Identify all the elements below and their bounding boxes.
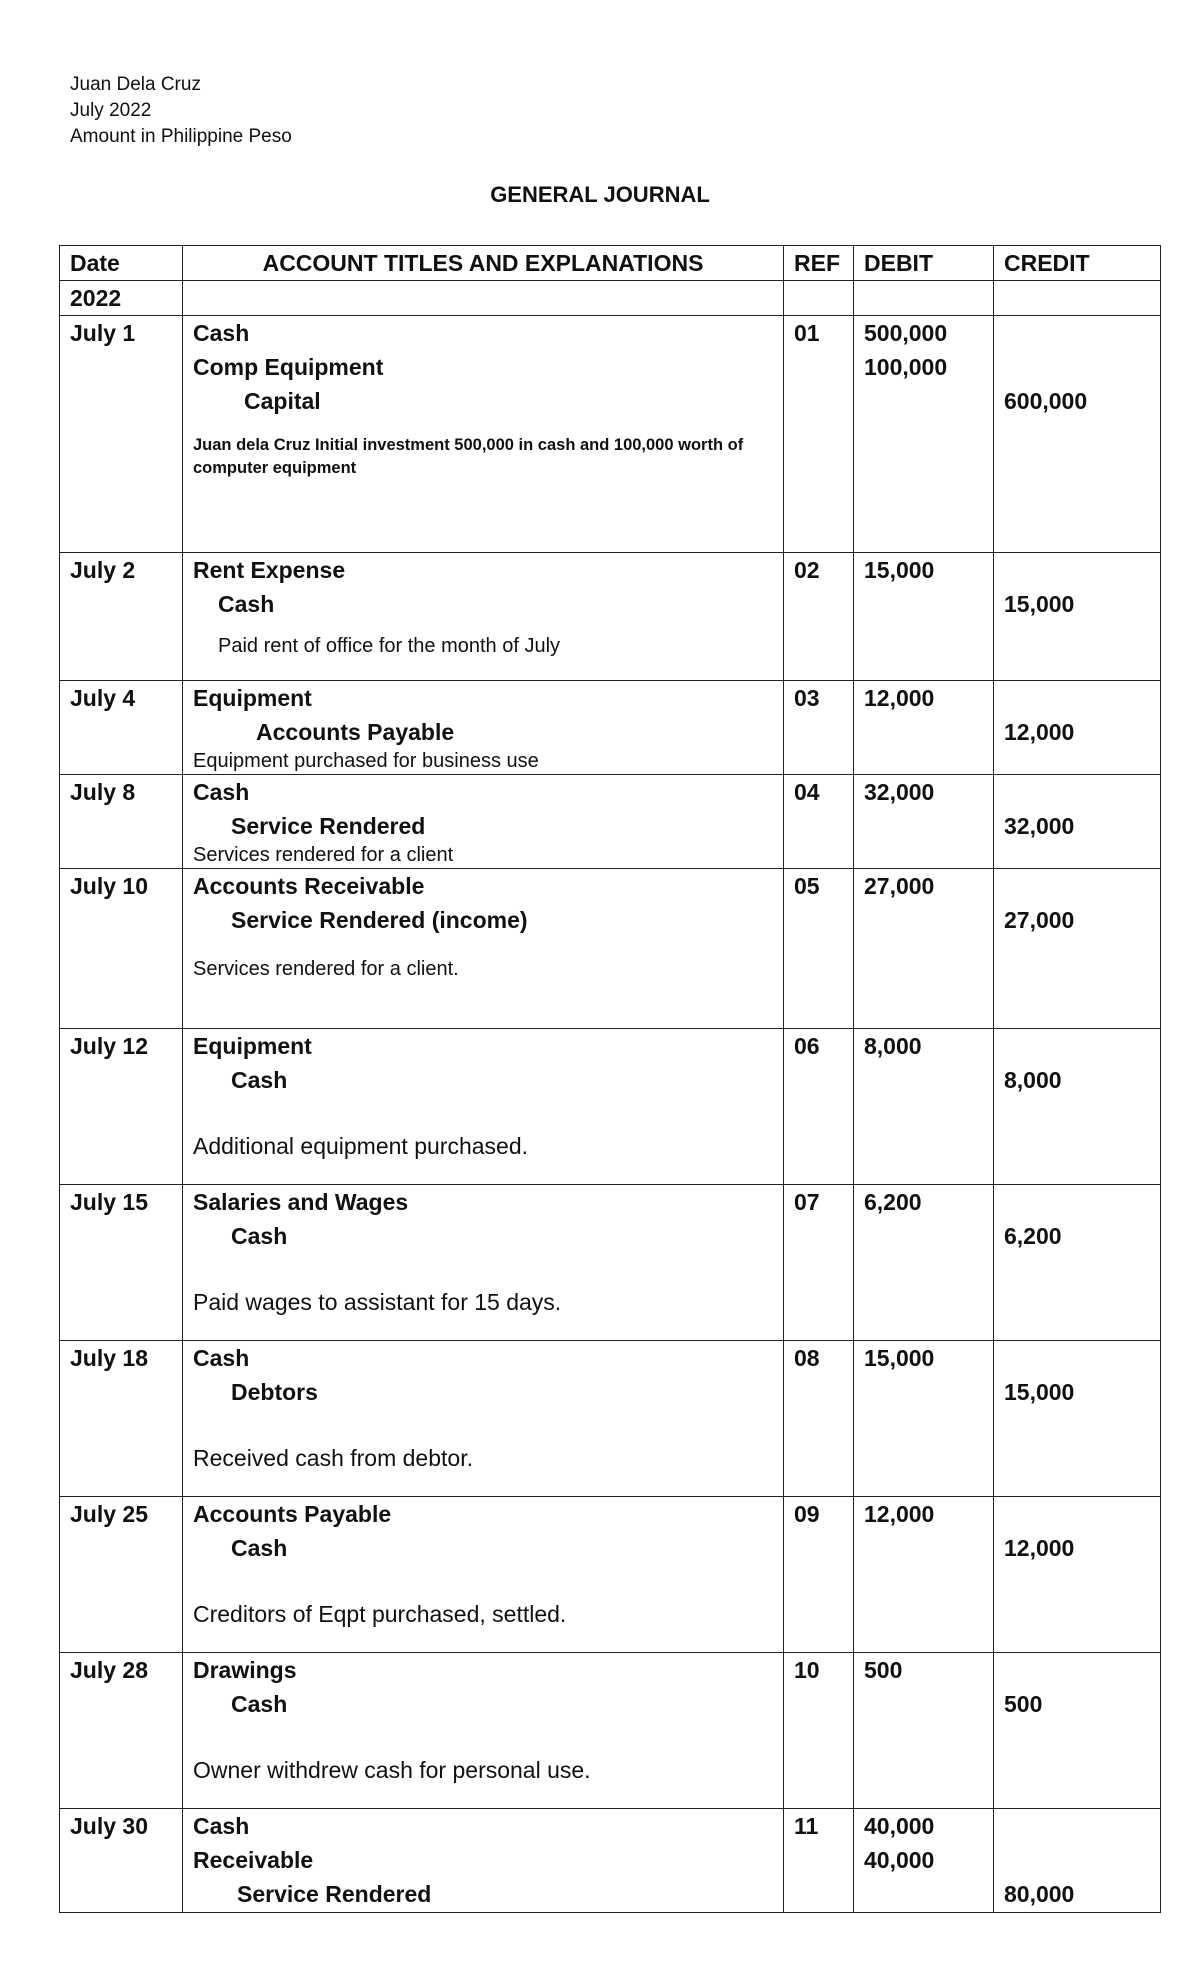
- credit-account: Debtors: [231, 1379, 318, 1405]
- entry-accounts: [183, 1185, 784, 1341]
- page-title: GENERAL JOURNAL: [490, 182, 710, 207]
- debit-amount: 40,000: [864, 1813, 935, 1839]
- debit-account: Rent Expense: [193, 557, 346, 583]
- entry-ref: 02: [784, 553, 854, 681]
- debit-account: Receivable: [193, 1847, 314, 1873]
- debit-amount: 100,000: [864, 354, 948, 380]
- entry-date: July 12: [60, 1029, 183, 1185]
- owner-name: Juan Dela Cruz: [70, 74, 201, 95]
- entry-debit: [854, 1341, 994, 1497]
- entry-accounts: [183, 1809, 784, 1913]
- entry-debit: [854, 1029, 994, 1185]
- entry-credit: [994, 1341, 1161, 1497]
- journal-entry: [60, 869, 1161, 1029]
- entry-credit: [994, 681, 1161, 775]
- entry-ref: 09: [784, 1497, 854, 1653]
- entry-credit: [994, 869, 1161, 1029]
- entry-accounts: [183, 316, 784, 553]
- entry-date: July 2: [60, 553, 183, 681]
- debit-account: Accounts Receivable: [193, 873, 425, 899]
- journal-entry: [60, 316, 1161, 553]
- debit-amount: 12,000: [864, 685, 935, 711]
- debit-account: Comp Equipment: [193, 354, 384, 380]
- col-date-header: Date: [60, 246, 183, 281]
- credit-amount: 80,000: [1004, 1881, 1075, 1907]
- debit-amount: 15,000: [864, 1345, 935, 1371]
- credit-amount: 6,200: [1004, 1223, 1062, 1249]
- entry-explanation: Juan dela Cruz Initial investment 500,000 in cash and 100,000 worth of computer equipment: [193, 436, 744, 477]
- entry-credit: [994, 316, 1161, 553]
- entry-credit: [994, 1029, 1161, 1185]
- entry-accounts: [183, 553, 784, 681]
- credit-account: Service Rendered: [231, 813, 426, 839]
- entry-debit: [854, 1809, 994, 1913]
- journal-entry: [60, 775, 1161, 869]
- entry-explanation: Services rendered for a client.: [193, 958, 459, 980]
- credit-amount: 32,000: [1004, 813, 1075, 839]
- entry-explanation: Equipment purchased for business use: [193, 750, 539, 772]
- debit-account: Drawings: [193, 1657, 297, 1683]
- entry-date: July 15: [60, 1185, 183, 1341]
- credit-account: Cash: [231, 1535, 288, 1561]
- entry-date: July 4: [60, 681, 183, 775]
- col-ref-header: REF: [784, 246, 854, 281]
- entry-explanation: Owner withdrew cash for personal use.: [193, 1757, 591, 1783]
- entry-date: July 28: [60, 1653, 183, 1809]
- debit-account: Cash: [193, 320, 250, 346]
- debit-amount: 15,000: [864, 557, 935, 583]
- credit-amount: 600,000: [1004, 388, 1088, 414]
- year-cell: 2022: [60, 281, 183, 316]
- entry-debit: [854, 1497, 994, 1653]
- entry-ref: 04: [784, 775, 854, 869]
- currency-note: Amount in Philippine Peso: [70, 126, 292, 147]
- debit-account: Cash: [193, 1813, 250, 1839]
- entry-debit: [854, 1185, 994, 1341]
- entry-date: July 1: [60, 316, 183, 553]
- entry-ref: 01: [784, 316, 854, 553]
- journal-entry: [60, 1029, 1161, 1185]
- credit-amount: 15,000: [1004, 591, 1075, 617]
- debit-amount: 12,000: [864, 1501, 935, 1527]
- credit-account: Cash: [218, 591, 275, 617]
- entry-accounts: [183, 869, 784, 1029]
- entry-ref: 07: [784, 1185, 854, 1341]
- col-credit-header: CREDIT: [994, 246, 1161, 281]
- entry-accounts: [183, 1341, 784, 1497]
- journal-entry: [60, 1497, 1161, 1653]
- credit-account: Service Rendered: [237, 1881, 432, 1907]
- debit-account: Cash: [193, 1345, 250, 1371]
- entry-ref: 11: [784, 1809, 854, 1913]
- debit-account: Equipment: [193, 1033, 312, 1059]
- col-account-header: ACCOUNT TITLES AND EXPLANATIONS: [183, 246, 784, 281]
- entry-accounts: [183, 1029, 784, 1185]
- entry-date: July 18: [60, 1341, 183, 1497]
- debit-amount: 8,000: [864, 1033, 922, 1059]
- debit-amount: 6,200: [864, 1189, 922, 1215]
- entry-debit: [854, 553, 994, 681]
- journal-table: [59, 245, 1161, 1913]
- debit-account: Accounts Payable: [193, 1501, 392, 1527]
- entry-credit: [994, 1497, 1161, 1653]
- entry-credit: [994, 1809, 1161, 1913]
- entry-explanation: Services rendered for a client: [193, 844, 454, 866]
- year-row: [60, 281, 1161, 316]
- period: July 2022: [70, 100, 152, 121]
- entry-credit: [994, 553, 1161, 681]
- entry-explanation: Paid wages to assistant for 15 days.: [193, 1289, 562, 1315]
- entry-credit: [994, 1653, 1161, 1809]
- credit-amount: 12,000: [1004, 1535, 1075, 1561]
- entry-explanation: Received cash from debtor.: [193, 1445, 473, 1471]
- credit-account: Cash: [231, 1691, 288, 1717]
- entry-debit: [854, 869, 994, 1029]
- entry-ref: 08: [784, 1341, 854, 1497]
- credit-account: Accounts Payable: [256, 719, 455, 745]
- entry-explanation: Creditors of Eqpt purchased, settled.: [193, 1601, 567, 1627]
- credit-amount: 8,000: [1004, 1067, 1062, 1093]
- credit-amount: 500: [1004, 1691, 1043, 1717]
- entry-accounts: [183, 1653, 784, 1809]
- credit-account: Capital: [244, 388, 321, 414]
- debit-account: Equipment: [193, 685, 312, 711]
- credit-account: Cash: [231, 1067, 288, 1093]
- debit-amount: 500: [864, 1657, 903, 1683]
- entry-accounts: [183, 775, 784, 869]
- entry-ref: 03: [784, 681, 854, 775]
- entry-credit: [994, 775, 1161, 869]
- credit-account: Cash: [231, 1223, 288, 1249]
- entry-ref: 05: [784, 869, 854, 1029]
- document-header: [70, 72, 292, 150]
- journal-entry: [60, 1653, 1161, 1809]
- entry-date: July 10: [60, 869, 183, 1029]
- entry-accounts: [183, 1497, 784, 1653]
- entry-ref: 06: [784, 1029, 854, 1185]
- debit-amount: 500,000: [864, 320, 948, 346]
- entry-explanation: Paid rent of office for the month of July: [218, 635, 561, 657]
- credit-account: Service Rendered (income): [231, 907, 528, 933]
- entry-date: July 25: [60, 1497, 183, 1653]
- journal-entry: [60, 1185, 1161, 1341]
- debit-amount: 32,000: [864, 779, 935, 805]
- journal-entry: [60, 681, 1161, 775]
- journal-entry: [60, 553, 1161, 681]
- debit-account: Salaries and Wages: [193, 1189, 409, 1215]
- entry-credit: [994, 1185, 1161, 1341]
- credit-amount: 12,000: [1004, 719, 1075, 745]
- entry-debit: [854, 681, 994, 775]
- entry-ref: 10: [784, 1653, 854, 1809]
- debit-amount: 27,000: [864, 873, 935, 899]
- debit-account: Cash: [193, 779, 250, 805]
- entry-debit: [854, 775, 994, 869]
- entry-accounts: [183, 681, 784, 775]
- credit-amount: 15,000: [1004, 1379, 1075, 1405]
- entry-explanation: Additional equipment purchased.: [193, 1133, 529, 1159]
- debit-amount: 40,000: [864, 1847, 935, 1873]
- entry-debit: [854, 316, 994, 553]
- journal-entry: [60, 1809, 1161, 1913]
- journal-entry: [60, 1341, 1161, 1497]
- col-debit-header: DEBIT: [854, 246, 994, 281]
- credit-amount: 27,000: [1004, 907, 1075, 933]
- entry-date: July 8: [60, 775, 183, 869]
- entry-debit: [854, 1653, 994, 1809]
- header-row: [60, 246, 1161, 281]
- entry-date: July 30: [60, 1809, 183, 1913]
